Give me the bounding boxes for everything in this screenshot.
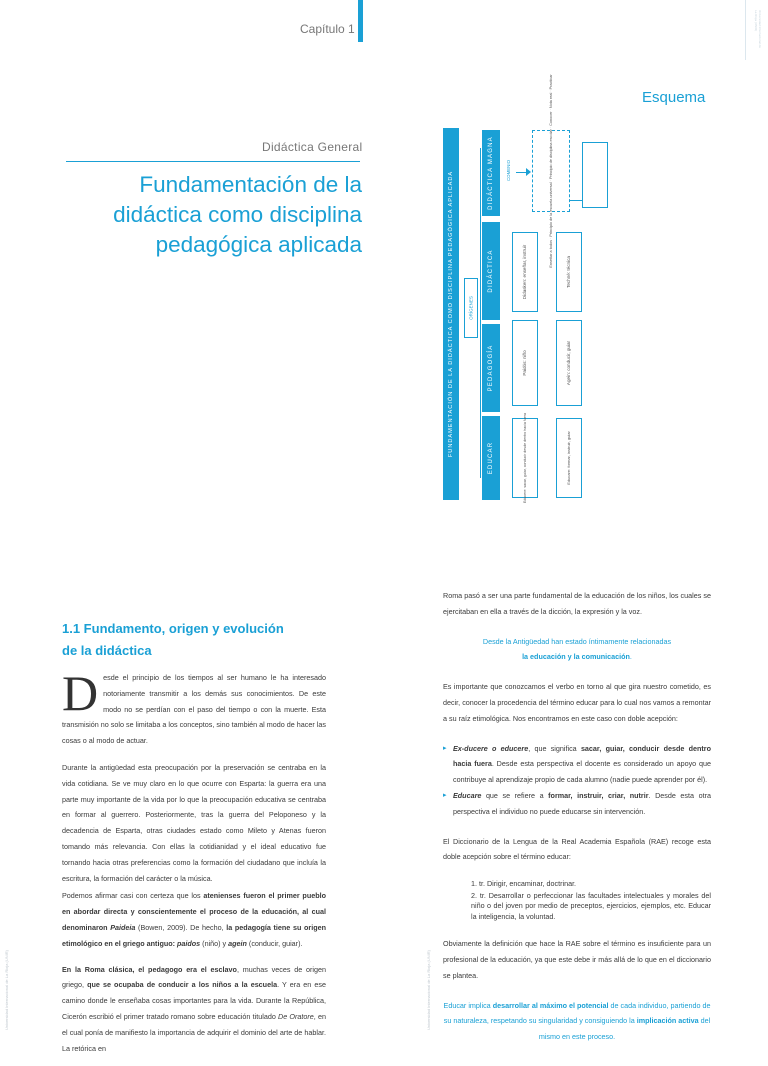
scheme-section-label: DIDÁCTICA <box>488 249 494 293</box>
esquema-label: Esquema <box>642 89 706 106</box>
text-run: , que significa <box>528 743 581 753</box>
scheme-main-label: FUNDAMENTACIÓN DE LA DIDÁCTICA COMO DISCIPLINA PEDAGÓGICA APLICADA <box>448 170 454 458</box>
paragraph-text: Durante la antigüedad esta preocupación por la preservación se centraba en la vida cotidiana. Se ve muy claro en lo que ocurre con Esparta: la guerra era una parte muy importante de la vida por lo que la preocupación educativa se centraba en formar al guerrero. Posteriormente, tras la guerra del Peloponeso y la decadencia de Esparta, otras ciudades estado como Mileto y Atenas fueron tomando más relevancia. Con ellas la cotidianidad y el ideal educativo fue tornando hacia otras preferencias como la formación del ciudadano que incluía la escritura, la formación del carácter o la música. <box>62 762 326 883</box>
quote-text-bold: la educación y la comunicación <box>522 652 630 662</box>
scheme-pedagogia-box-2 <box>556 320 582 406</box>
text-run: (conducir, guiar). <box>246 938 303 948</box>
scheme-educar-box-2 <box>556 418 582 498</box>
scheme-arrow-icon <box>526 168 531 176</box>
scheme-didactica-box-1 <box>512 232 538 312</box>
highlight-quote <box>443 634 711 666</box>
section-label: Didáctica General <box>262 140 363 154</box>
scheme-magna-text: Enseñar a todos · Principio de la escuela universal · Principio de disciplina escolar · Conocer · Nota real · Practicar <box>549 74 553 268</box>
text-run-italic: agein <box>228 938 247 948</box>
list-item <box>443 741 711 788</box>
paragraph <box>62 962 326 1057</box>
chapter-accent-bar <box>358 0 363 42</box>
paragraph <box>62 665 326 749</box>
scheme-connector <box>516 172 526 173</box>
scheme-pedagogia-box-1 <box>512 320 538 406</box>
text-run-bold: sacar, guiar, conducir desde dentro hacia fuera <box>453 743 711 769</box>
right-column <box>443 588 711 1059</box>
scheme-didactica-box-2 <box>556 232 582 312</box>
paragraph <box>443 936 711 983</box>
text-run: . Desde esta otra perspectiva el individuo no puede educarse sin intervención. <box>453 790 711 816</box>
chapter-label: Capítulo 1 <box>300 22 355 36</box>
quote-text: . <box>629 652 632 662</box>
paragraph <box>443 588 711 620</box>
quote-text-bold: desarrollar al máximo el potencial <box>492 1000 609 1010</box>
page-title: Fundamentación de la didáctica como disciplina pedagógica aplicada <box>113 172 362 257</box>
text-run-bold: atenienses fueron el primer pueblo en abordar directa y conscientemente el proceso de la educación, al cual denominaron <box>62 891 326 932</box>
scheme-section-didactica-magna <box>482 130 500 216</box>
text-run: . Desde esta perspectiva el docente es considerado un apoyo que contribuye al aprendizaje propio de cada alumno (nadie puede aprender por él). <box>453 759 712 785</box>
scheme-section-pedagogia <box>482 324 500 412</box>
text-run-italic: De Oratore <box>278 1011 314 1021</box>
scheme-section-label: EDUCAR <box>488 441 494 475</box>
section-heading: 1.1 Fundamento, origen y evolución de la didáctica <box>62 621 284 658</box>
scheme-diagram <box>440 74 620 504</box>
scheme-origenes-box <box>464 278 478 338</box>
text-run-italic: Ex-ducere o educere <box>453 743 529 753</box>
scheme-origenes-label: ORÍGENES <box>468 296 474 320</box>
side-note-left: Universidad Internacional de La Rioja (UNIR) <box>4 950 9 1031</box>
highlight-quote <box>443 998 711 1045</box>
scheme-main-bar <box>443 128 459 500</box>
scheme-connector <box>480 148 481 478</box>
text-run: . Y era en ese camino donde le enseñaba cosas importantes para la vida. Durante la República, Cicerón escribió el primer tratado romano sobre educación titulado <box>62 980 326 1021</box>
text-run: , muchas veces de origen griego, <box>62 964 327 990</box>
paragraph <box>62 888 326 951</box>
scheme-educar-text-1: Educere: sacar, guiar, conducir desde dentro hacia fuera <box>523 412 527 504</box>
side-note-right: Universidad Internacional de La Rioja (UNIR) <box>426 950 431 1031</box>
scheme-pedagogia-text-1: Paidós: niño <box>522 350 527 376</box>
paragraph-text: esde el principio de los tiempos al ser humano le ha interesado notoriamente transmitir a los demás sus conocimientos. De este modo no se perdían con el paso del tiempo o con la muerte. Esta transmisión no solo se limitaba a los conceptos, sino también al modo de hacer las cosas o al modo de actuar. <box>62 673 326 746</box>
paragraph-text: Obviamente la definición que hace la RAE sobre el término es insuficiente para un profesional de la educación, ya que este debe ir más allá de lo que en el diccionario se plantea. <box>443 939 711 980</box>
bullet-list <box>443 741 711 820</box>
text-run-italic: Educare <box>453 790 482 800</box>
paragraph-text: Roma pasó a ser una parte fundamental de la educación de los niños, los cuales se ejercitaban en ella a través de la dicción, la expresión y la voz. <box>443 591 711 616</box>
text-run-bold: formar, instruir, criar, nutrir <box>548 790 649 800</box>
scheme-section-label: DIDÁCTICA MAGNA <box>488 136 494 210</box>
scheme-didactica-text-1: Didasken: enseñar, instruir <box>522 244 527 300</box>
quote-text: de cada individuo, partiendo de su naturaleza, respetando su singularidad y consiguiendo la <box>443 1000 711 1026</box>
text-run: que se refiere a <box>481 790 549 800</box>
paragraph <box>443 679 711 726</box>
scheme-connector <box>570 200 582 201</box>
dropcap: D <box>62 665 99 721</box>
text-run-bold: que se ocupaba de conducir a los niños a la escuela <box>87 980 278 990</box>
scheme-section-label: PEDAGOGÍA <box>488 344 494 392</box>
title-divider <box>66 161 360 162</box>
paragraph-text: El Diccionario de la Lengua de la Real Academia Española (RAE) recoge esta doble acepción sobre el término educar: <box>443 836 711 862</box>
scheme-section-educar <box>482 416 500 500</box>
scheme-magna-box <box>532 74 570 268</box>
scheme-comenio-label: COMENIO <box>505 160 511 181</box>
scheme-pedagogia-text-2: Agein: conducir, guiar <box>566 340 571 386</box>
quote-text: Educar implica <box>443 1000 493 1010</box>
scheme-educar-box-1 <box>512 412 538 504</box>
text-run: (niño) y <box>200 938 229 948</box>
quote-text: Desde la Antigüedad han estado íntimamente relacionadas <box>482 636 672 646</box>
rae-definition: 2. tr. Desarrollar o perfeccionar las facultades intelectuales y morales del niño o del joven por medio de preceptos, ejercicios, ejemplos, etc. Educar la inteligencia, la voluntad. <box>471 890 711 921</box>
list-item <box>443 788 711 820</box>
rae-definition-list <box>443 879 711 922</box>
scheme-section-didactica <box>482 222 500 320</box>
quote-text: del mismo en este proceso. <box>538 1016 711 1042</box>
rae-definition: 1. tr. Dirigir, encaminar, doctrinar. <box>471 879 577 889</box>
paragraph-text: Es importante que conozcamos el verbo en torno al que gira nuestro cometido, es decir, conocer la procedencia del término educar para lo cual nos vamos a remontar a su raíz etimológica. Nos encontramos en este caso con doble acepción: <box>443 682 711 723</box>
text-run-italic: Paideia <box>110 922 136 932</box>
text-run: , en el cual ponía de manifiesto la importancia de adquirir el dominio del arte de hablar. La retórica en <box>62 1011 326 1053</box>
text-run: Podemos afirmar casi con certeza que los <box>62 891 204 901</box>
paragraph <box>443 834 711 866</box>
paragraph <box>62 760 326 886</box>
text-run-italic: paidos <box>177 938 201 948</box>
text-run: (Bowen, 2009). De hecho, <box>135 922 227 932</box>
scheme-magna-box-2 <box>582 142 608 208</box>
scheme-didactica-text-2: Techné: técnica <box>566 256 571 288</box>
text-run-bold: En la Roma clásica, el pedagogo era el esclavo <box>62 964 237 974</box>
quote-text-bold: implicación activa <box>636 1016 699 1026</box>
text-run-bold: la pedagogía tiene su origen etimológico en el griego antiguo: <box>62 922 326 948</box>
scheme-educar-text-2: Educare: formar, instruir, guiar <box>566 431 571 485</box>
left-column <box>62 665 327 1066</box>
page-edge-rule <box>745 0 746 60</box>
corner-note: Universidad Internacional de La Rioja (UNIR) <box>754 10 762 49</box>
